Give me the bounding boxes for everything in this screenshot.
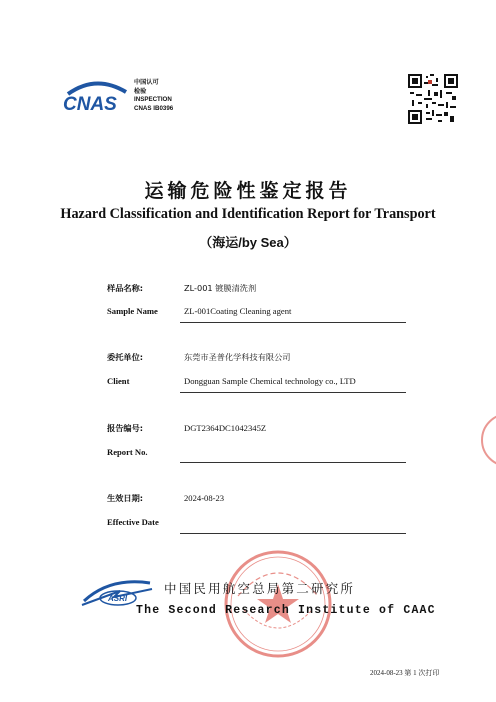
print-note: 2024-08-23 第 1 次打印: [370, 669, 440, 677]
svg-text:ASRI: ASRI: [108, 594, 128, 603]
accreditation-line-inspection-cn: 检验: [134, 87, 147, 95]
qr-code[interactable]: [408, 74, 458, 124]
institute-name-cn: 中国民用航空总局第二研究所: [164, 581, 356, 596]
sample-name-value-cn: ZL-001 镀膜清洗剂: [184, 283, 257, 293]
edge-seal-fragment: [478, 400, 496, 480]
client-label-en: Client: [107, 376, 130, 386]
client-value-cn: 东莞市圣普化学科技有限公司: [184, 352, 291, 362]
effective-date-underline: [180, 533, 406, 534]
client-value-en: Dongguan Sample Chemical technology co., LTD: [184, 376, 356, 386]
accreditation-line-cn: 中国认可: [134, 79, 159, 86]
report-title-cn: 运输危险性鉴定报告: [144, 180, 352, 202]
effective-date-value: 2024-08-23: [184, 493, 225, 503]
sample-name-label-cn: 样品名称:: [107, 283, 144, 293]
accreditation-line-inspection-en: INSPECTION: [134, 96, 172, 104]
client-label-cn: 委托单位:: [107, 352, 144, 362]
report-title-en: Hazard Classification and Identification Report for Transport: [60, 206, 436, 222]
sample-name-label-en: Sample Name: [107, 306, 158, 316]
accreditation-text: [134, 79, 173, 113]
report-number-label-cn: 报告编号:: [107, 423, 144, 433]
cnas-logo: [60, 78, 132, 118]
client-underline: [180, 392, 406, 393]
institute-name-en: The Second Research Institute of CAAC: [136, 604, 436, 617]
report-number-underline: [180, 462, 406, 463]
sample-name-underline: [180, 322, 406, 323]
accreditation-line-number: CNAS IB0396: [134, 104, 174, 112]
effective-date-label-cn: 生效日期:: [107, 493, 144, 503]
sample-name-value-en: ZL-001Coating Cleaning agent: [184, 306, 292, 316]
svg-text:CNAS: CNAS: [63, 94, 117, 115]
report-number-label-en: Report No.: [107, 447, 148, 457]
effective-date-label-en: Effective Date: [107, 517, 159, 527]
report-subtitle: （海运/by Sea）: [199, 235, 297, 250]
report-number-value: DGT2364DC1042345Z: [184, 423, 267, 433]
